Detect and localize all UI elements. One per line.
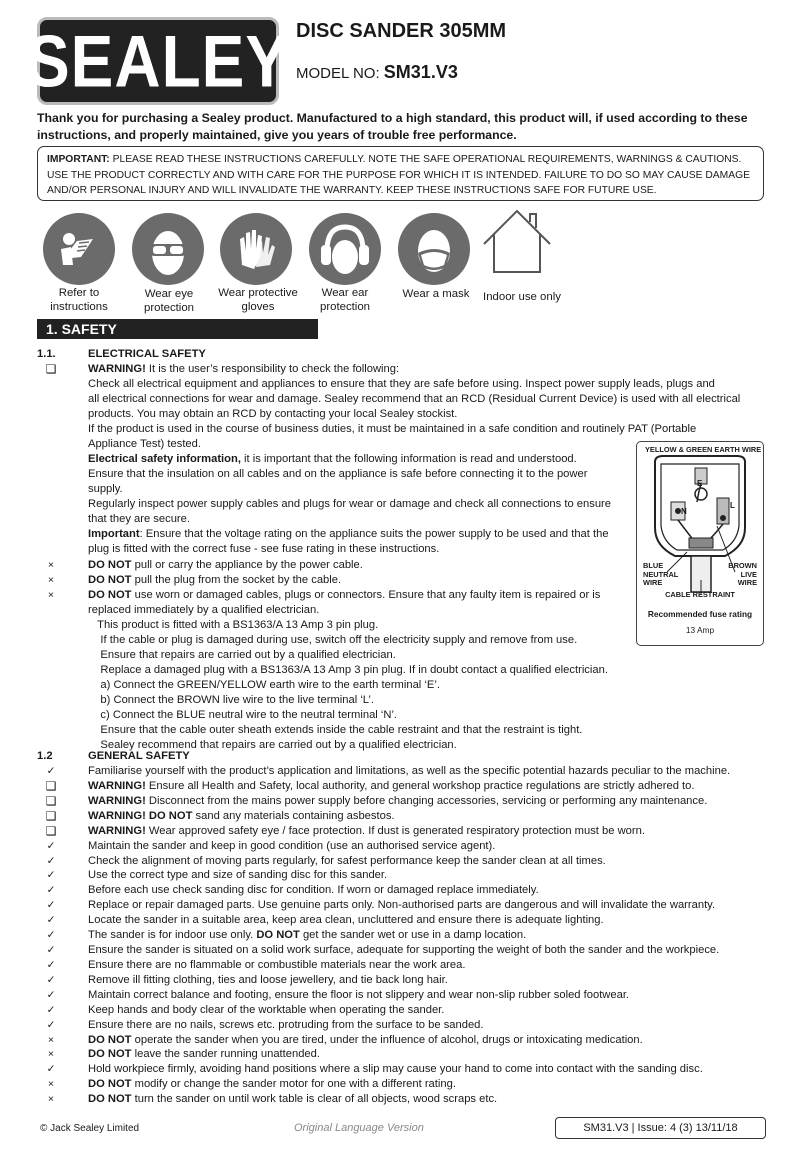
warning-box-icon: ❑ [45,793,57,808]
item-text: Sealey recommend that repairs are carried out by a qualified electrician. [88,739,457,751]
cross-icon: × [47,573,55,586]
item-text: DO NOT modify or change the sander motor for one with a different rating. [88,1078,456,1091]
general-item [0,1047,808,1062]
item-text: all electrical connections for wear and damage. Sealey recommend that an RCD (Residual Current Device) is used with all electrical [88,393,741,406]
footer-issue: SM31.V3 | Issue: 4 (3) 13/11/18 [555,1117,766,1139]
item-text: Before each use check sanding disc for condition. If worn or damaged replace immediately. [88,884,539,897]
item-text: Familiarise yourself with the product’s application and limitations, as well as the specific potential hazards peculiar to the machine. [88,765,731,777]
section-heading-safety: 1. SAFETY [37,319,318,339]
elec-item [0,422,808,437]
elec-item [0,407,808,422]
checkmark-icon: ✓ [46,958,56,971]
item-text: Replace a damaged plug with a BS1363/A 13 Amp 3 pin plug. If in doubt contact a qualified electrician. [88,663,608,676]
icon-label-indoor: Indoor use only [483,291,561,303]
item-text: plug is fitted with the correct fuse - see fuse rating in these instructions. [88,543,440,556]
general-item [0,1018,808,1033]
item-text: DO NOT pull or carry the appliance by the power cable. [88,558,363,571]
general-item [0,1003,808,1018]
elec-item [0,392,808,407]
manual-icon [43,213,115,285]
general-item [0,988,808,1003]
general-item [0,1062,808,1077]
item-text: Maintain correct balance and footing, ensure the floor is not slippery and wear non-slip rubber soled footwear. [88,988,630,1001]
cross-icon: × [47,1033,55,1046]
checkmark-icon: ✓ [46,944,56,957]
terminal-n: N [681,507,687,516]
item-text: WARNING! It is the user’s responsibility to check the following: [88,363,400,375]
general-item [0,943,808,958]
checkmark-icon: ✓ [46,1003,56,1016]
item-text: Electrical safety information, it is important that the following information is read and understood. [88,453,577,466]
elec-item [0,377,808,392]
checkmark-icon: ✓ [46,765,56,777]
item-text: Replace or repair damaged parts. Use genuine parts only. Non-authorised parts are dangerous and will invalidate the warranty. [88,899,716,912]
general-item [0,883,808,898]
item-text: If the product is used in the course of business duties, it must be maintained in a safe condition and routinely PAT (Portable [88,423,697,436]
gloves-icon [220,213,292,285]
item-text: Maintain the sander and keep in good condition (use an authorised service agent). [88,839,496,852]
checkmark-icon: ✓ [46,869,56,882]
plug-wiring-diagram [636,441,764,646]
ear-defenders-icon [309,213,381,285]
icon-label-ear: Wear ear protection [319,287,371,313]
checkmark-icon: ✓ [46,988,56,1001]
general-item [0,928,808,943]
cross-icon: × [47,588,55,601]
model-label: MODEL NO: [296,65,380,82]
general-item [0,913,808,928]
warning-box-icon: ❑ [45,808,57,823]
item-text: Important: Ensure that the voltage rating on the appliance suits the power supply to be used and that the [88,528,609,541]
general-item [0,839,808,854]
checkmark-icon: ✓ [46,929,56,942]
item-text: supply. [88,483,123,496]
cross-icon: × [47,1048,55,1061]
item-text: Ensure that the cable outer sheath extends inside the cable restraint and that the restraint is tight. [88,723,583,736]
general-item [0,824,808,839]
general-item [0,764,808,779]
checkmark-icon: ✓ [46,973,56,986]
model-value: SM31.V3 [383,62,458,82]
item-text: DO NOT turn the sander on until work table is clear of all objects, wood scraps etc. [88,1093,498,1106]
fuse-rating-value: 13 Amp [685,625,715,635]
item-text: Hold workpiece firmly, avoiding hand positions where a slip may cause your hand to come into contact with the sanding disc. [88,1063,703,1076]
item-text: Remove ill fitting clothing, ties and loose jewellery, and tie back long hair. [88,973,448,986]
item-text: c) Connect the BLUE neutral wire to the neutral terminal ‘N’. [88,708,398,721]
general-item [0,809,808,824]
general-item [0,794,808,809]
item-text: DO NOT leave the sander running unattended. [88,1048,320,1061]
warning-box-icon: ❑ [45,778,57,793]
item-text: WARNING! Disconnect from the mains power supply before changing accessories, servicing or performing any maintenance. [88,794,708,807]
general-item [0,898,808,913]
page-title: DISC SANDER 305MM [296,20,507,42]
important-lead: IMPORTANT: [47,154,110,165]
item-text: Ensure that the insulation on all cables and on the appliance is safe before connecting it to the power [88,468,588,481]
checkmark-icon: ✓ [46,884,56,897]
goggles-icon [132,213,204,285]
elec-item [0,678,808,693]
general-item [0,779,808,794]
item-text: b) Connect the BROWN live wire to the live terminal ‘L’. [88,693,375,706]
warning-box-icon: ❑ [45,362,57,376]
model-number [296,62,458,83]
subsection-heading-general: 1.2 GENERAL SAFETY [37,750,190,762]
elec-item [0,693,808,708]
checkmark-icon: ✓ [46,914,56,927]
sealey-logo [26,17,290,105]
blue-wire-label: BLUE NEUTRAL WIRE [643,561,679,587]
item-text: WARNING! Wear approved safety eye / face protection. If dust is generated respiratory protection must be worn. [88,824,645,837]
item-text: WARNING! Ensure all Health and Safety, local authority, and general workshop practice regulations are strictly adhered to. [88,779,695,792]
general-item [0,854,808,869]
terminal-l: L [730,501,735,510]
elec-item [0,648,808,663]
icon-label-mask: Wear a mask [402,288,470,300]
elec-item [0,362,808,377]
item-text: that they are secure. [88,513,190,526]
cable-restraint-label: CABLE RESTRAINT [665,590,735,599]
checkmark-icon: ✓ [46,839,56,852]
general-item [0,958,808,973]
item-text: DO NOT operate the sander when you are tired, under the influence of alcohol, drugs or intoxicating medication. [88,1033,643,1046]
item-text: a) Connect the GREEN/YELLOW earth wire to the earth terminal ‘E’. [88,678,440,691]
house-icon [480,206,554,276]
checkmark-icon: ✓ [46,1018,56,1031]
item-text: Ensure the sander is situated on a solid work surface, adequate for supporting the weight of both the sander and the workpiece. [88,944,720,957]
general-item [0,868,808,883]
earth-wire-label: YELLOW & GREEN EARTH WIRE [645,445,762,454]
icon-label-instructions: Refer to instructions [50,287,108,313]
important-notice [37,146,764,201]
item-text: DO NOT use worn or damaged cables, plugs or connectors. Ensure that any faulty item is repaired or is [88,588,601,601]
subsection-heading-electrical: 1.1. ELECTRICAL SAFETY [37,348,206,360]
item-text: Regularly inspect power supply cables and plugs for wear or damage and check all connections to ensure [88,498,612,511]
terminal-e: E [697,479,703,488]
logo-text: SEALEY [26,19,290,103]
item-text: Check all electrical equipment and appliances to ensure that they are safe before using. Inspect power supply leads, plugs and [88,378,715,391]
elec-item [0,663,808,678]
item-text: Locate the sander in a suitable area, keep area clean, uncluttered and ensure there is adequate lighting. [88,914,604,927]
item-text: Keep hands and body clear of the worktable when operating the sander. [88,1003,445,1016]
intro-text: Thank you for purchasing a Sealey product. Manufactured to a high standard, this product will, if used according to these instructions, and properly maintained, give you years of trouble free performance. [37,111,748,142]
important-text: PLEASE READ THESE INSTRUCTIONS CAREFULLY. NOTE THE SAFE OPERATIONAL REQUIREMENTS, WARNINGS & CAUTIONS. USE THE PRODUCT CORRECTLY AND WITH CARE FOR THE PURPOSE FOR WHICH IT IS INTENDED. FAILURE TO DO SO MAY CAUSE DAMAGE AND/OR PERSONAL INJURY AND WILL INVALIDATE THE WARRANTY. KEEP THESE INSTRUCTIONS SAFE FOR FUTURE USE. [47,154,750,196]
item-text: products. You may obtain an RCD by contacting your local Sealey stockist. [88,408,458,421]
general-item [0,1092,808,1107]
general-item [0,1077,808,1092]
checkmark-icon: ✓ [46,899,56,912]
item-text: If the cable or plug is damaged during use, switch off the electricity supply and remove from use. [88,633,578,646]
item-text: Ensure there are no nails, screws etc. protruding from the surface to be sanded. [88,1018,484,1031]
footer-copyright: © Jack Sealey Limited [40,1123,140,1134]
footer-version: Original Language Version [294,1122,424,1134]
cross-icon: × [47,1078,55,1091]
warning-box-icon: ❑ [45,823,57,838]
item-text: Use the correct type and size of sanding disc for this sander. [88,869,388,882]
elec-item [0,708,808,723]
icon-label-eye: Wear eye protection [143,288,195,314]
elec-item [0,723,808,738]
checkmark-icon: ✓ [46,854,56,867]
icon-label-gloves: Wear protective gloves [218,287,298,313]
item-text: WARNING! DO NOT sand any materials containing asbestos. [88,809,395,822]
cross-icon: × [47,1093,55,1106]
item-text: Check the alignment of moving parts regularly, for safest performance keep the sander clean at all times. [88,854,606,867]
general-item [0,1033,808,1048]
checkmark-icon: ✓ [46,1063,56,1076]
fuse-rating-label: Recommended fuse rating [647,609,753,619]
item-text: The sander is for indoor use only. DO NOT get the sander wet or use in a damp location. [88,929,527,942]
item-text: Ensure there are no flammable or combustible materials near the work area. [88,958,466,971]
item-text: Ensure that repairs are carried out by a qualified electrician. [88,648,396,661]
brown-wire-label: BROWN LIVE WIRE [728,561,757,587]
item-text: Appliance Test) tested. [88,438,201,451]
cross-icon: × [47,558,55,571]
item-text: replaced immediately by a qualified electrician. [88,603,320,616]
mask-icon [398,213,470,285]
item-text: DO NOT pull the plug from the socket by the cable. [88,573,342,586]
item-text: This product is fitted with a BS1363/A 13 Amp 3 pin plug. [88,618,379,631]
general-item [0,973,808,988]
